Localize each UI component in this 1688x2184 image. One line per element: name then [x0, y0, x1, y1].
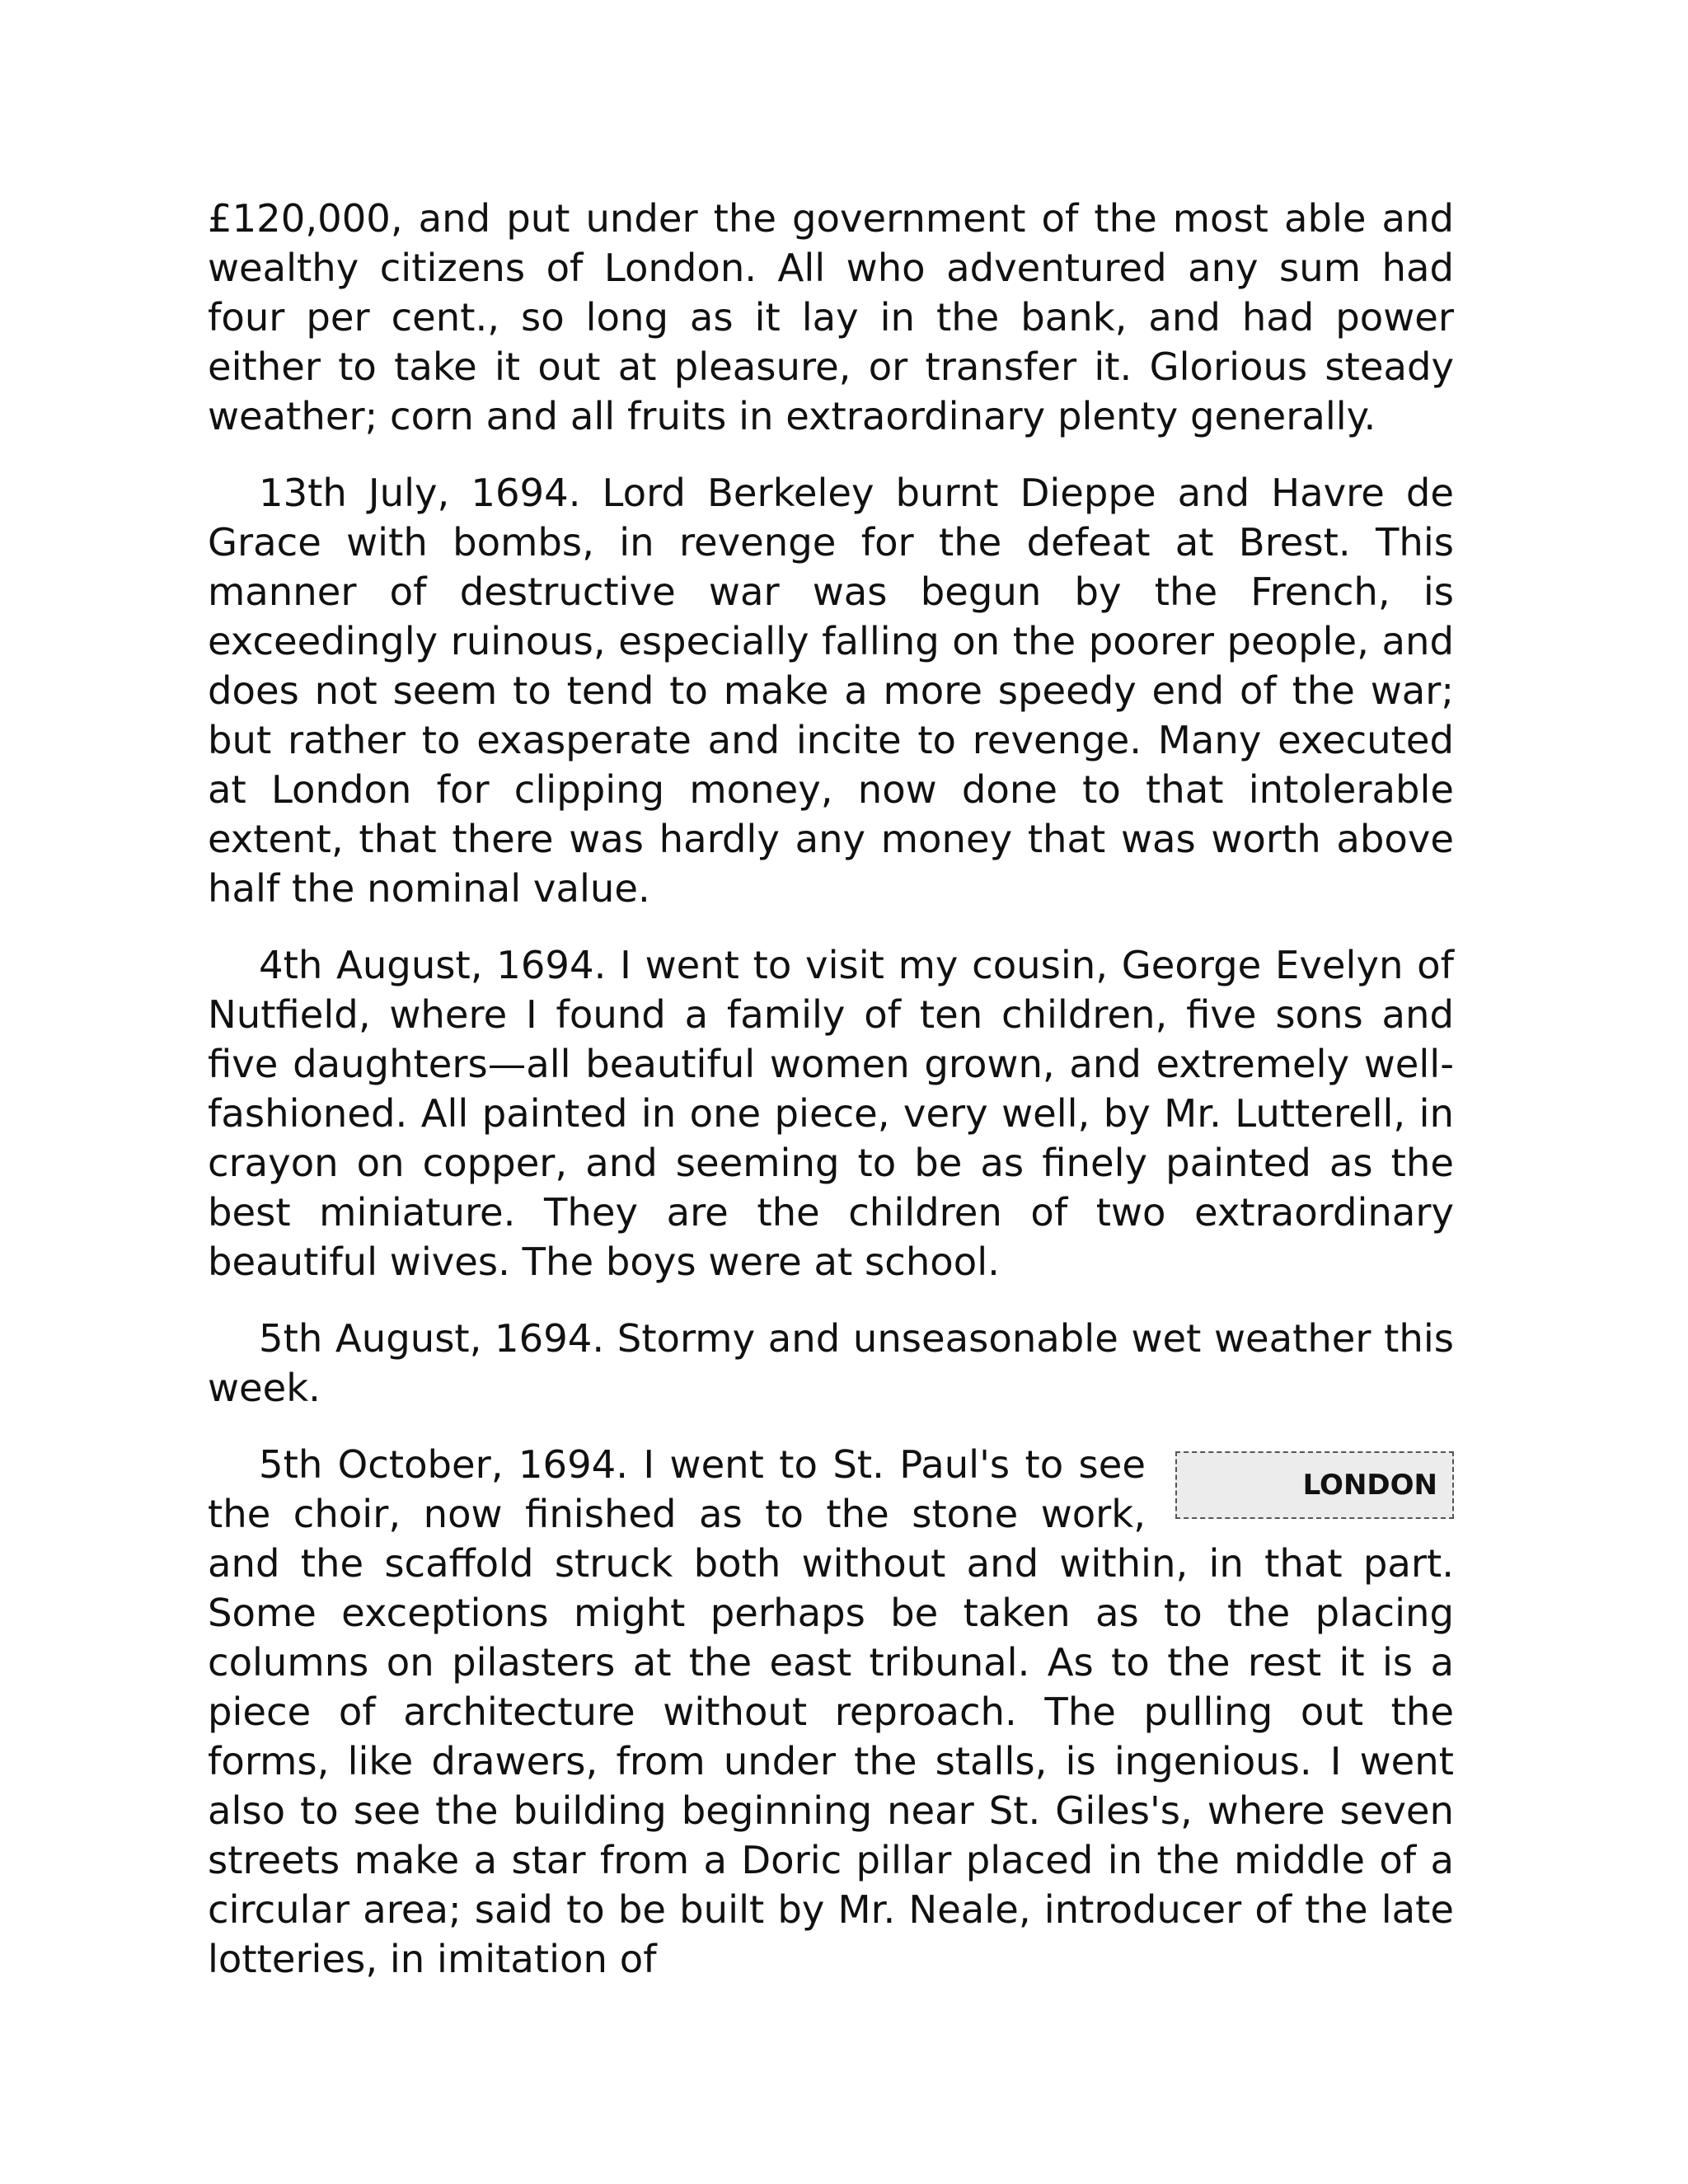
paragraph-bank-of-england: £120,000, and put under the government of the most able and wealthy citizens of London. All who adventured any sum had four per cent., so long as it lay in the bank, and had power either to take it out at pleasure, or transfer it. Glorious steady weather; corn and all fruits in extraordinary plenty generally. — [208, 196, 1454, 438]
paragraph-5-august-1694: 5th August, 1694. Stormy and unseasonable wet weather this week. — [208, 1316, 1454, 1410]
paragraph-4-august-1694: 4th August, 1694. I went to visit my cousin, George Evelyn of Nutfield, where I found a family of ten children, five sons and five daughters—all beautiful women grown, and extremely well-fashioned. All painted in one piece, very well, by Mr. Lutterell, in crayon on copper, and seeming to be as finely painted as the best miniature. They are the children of two extraordinary beautiful wives. The boys were at school. — [208, 943, 1454, 1284]
page-body — [208, 194, 1454, 2011]
paragraph-5-october-1694: 5th October, 1694. I went to St. Paul's to see the choir, now finished as to the stone work, and the scaffold struck both without and within, in that part. Some exceptions might perhaps be taken as to the placing columns on pilasters at the east tribunal. As to the rest it is a piece of architecture without reproach. The pulling out the forms, like drawers, from under the stalls, is ingenious. I went also to see the building beginning near St. Giles's, where seven streets make a star from a Doric pillar placed in the middle of a circular area; said to be built by Mr. Neale, introducer of the late lotteries, in imitation of — [208, 1442, 1454, 1981]
paragraph-13-july-1694: 13th July, 1694. Lord Berkeley burnt Dieppe and Havre de Grace with bombs, in revenge for the defeat at Brest. This manner of destructive war was begun by the French, is exceedingly ruinous, especially falling on the poorer people, and does not seem to tend to make a more speedy end of the war; but rather to exasperate and incite to revenge. Many executed at London for clipping money, now done to that intolerable extent, that there was hardly any money that was worth above half the nominal value. — [208, 471, 1454, 911]
sidenote-london: LONDON — [1175, 1451, 1454, 1519]
